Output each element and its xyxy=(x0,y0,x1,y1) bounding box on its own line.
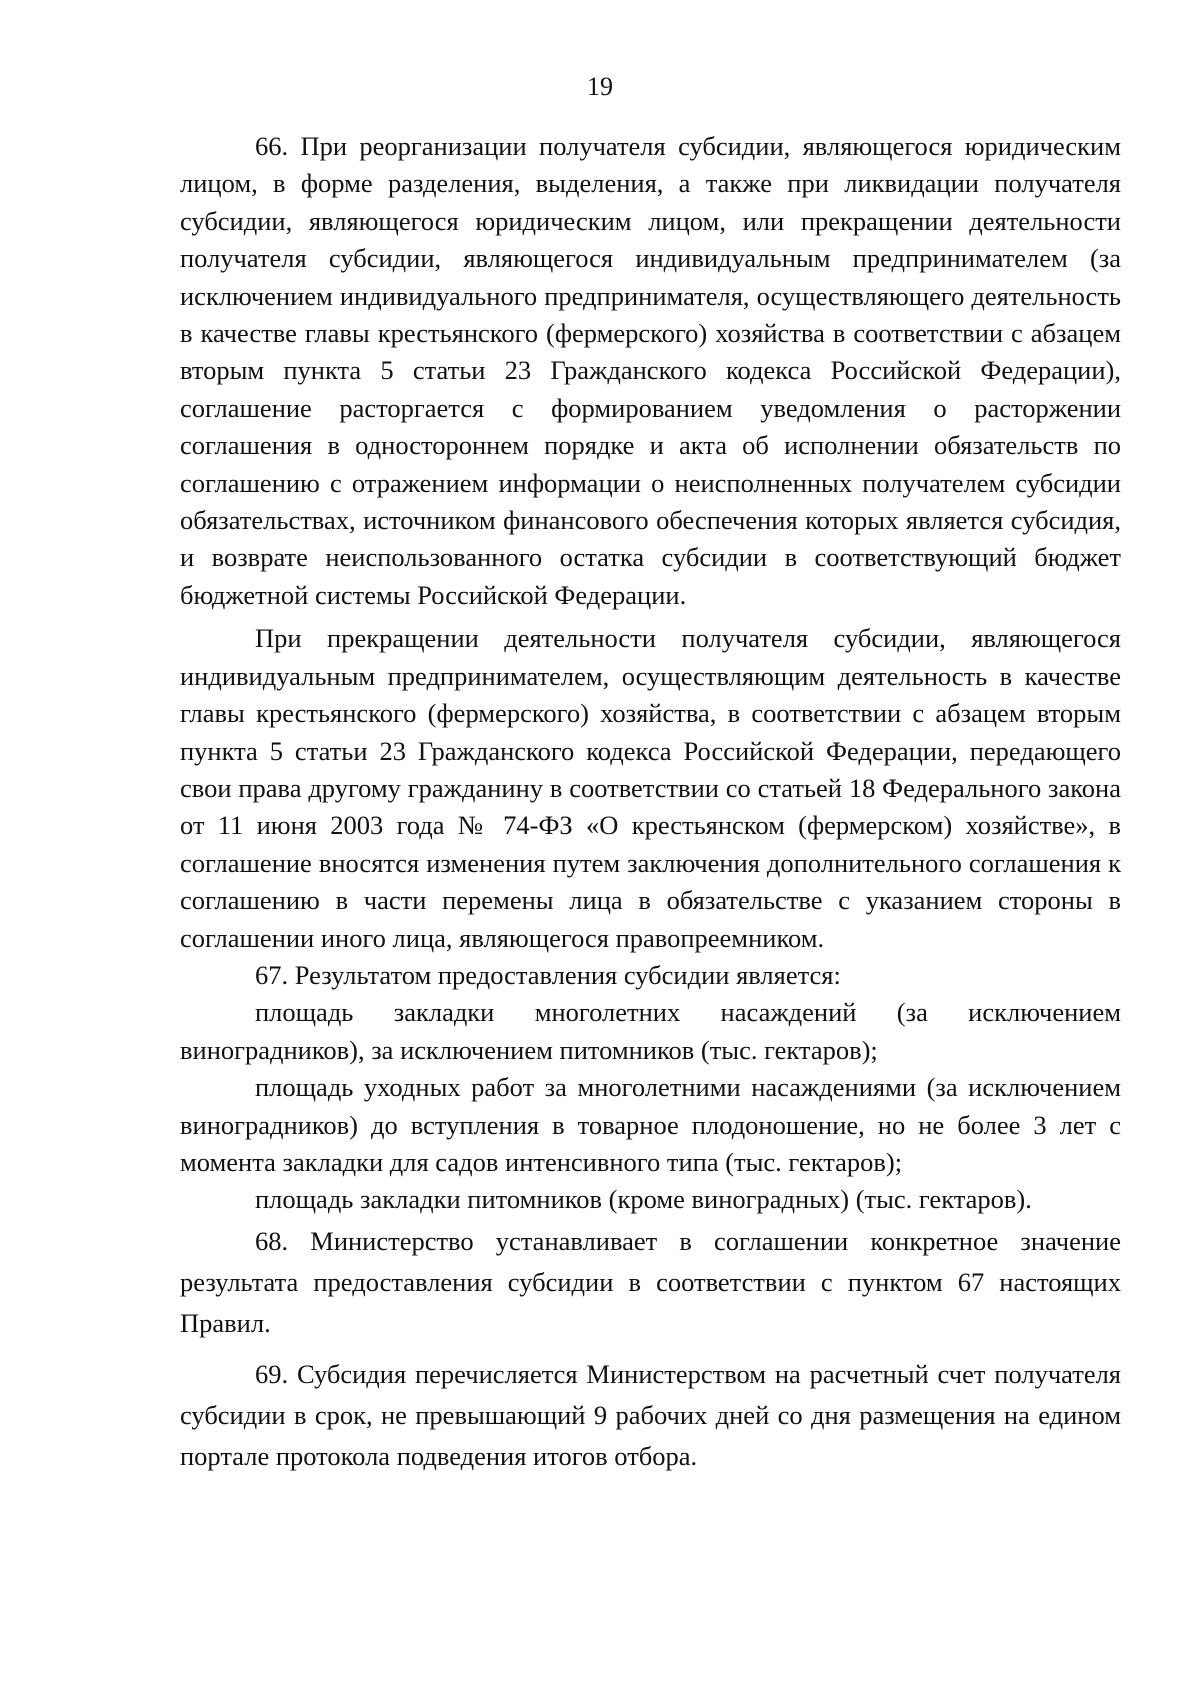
document-body xyxy=(180,128,1121,1477)
paragraph-66-continuation: При прекращении деятельности получателя субсидии, являющегося индивидуальным предпринимателем, осуществляющим деятельность в качестве главы крестьянского (фермерского) хозяйства, в соответствии с абзацем вторым пункта 5 статьи 23 Гражданского кодекса Российской Федерации, передающего свои права другому гражданину в соответствии со статьей 18 Федерального закона от 11 июня 2003 года № 74-ФЗ «О крестьянском (фермерском) хозяйстве», в соглашение вносятся изменения путем заключения дополнительного соглашения к соглашению в части перемены лица в обязательстве с указанием стороны в соглашении иного лица, являющегося правопреемником. xyxy=(180,623,1121,953)
paragraph-66: 66. При реорганизации получателя субсидии, являющегося юридическим лицом, в форме разделения, выделения, а также при ликвидации получателя субсидии, являющегося юридическим лицом, или прекращении деятельности получателя субсидии, являющегося индивидуальным предпринимателем (за исключением индивидуального предпринимателя, осуществляющего деятельность в качестве главы крестьянского (фермерского) хозяйства в соответствии с абзацем вторым пункта 5 статьи 23 Гражданского кодекса Российской Федерации), соглашение расторгается с формированием уведомления о расторжении соглашения в одностороннем порядке и акта об исполнении обязательств по соглашению с отражением информации о неисполненных получателем субсидии обязательствах, источником финансового обеспечения которых является субсидия, и возврате неиспользованного остатка субсидии в соответствующий бюджет бюджетной системы Российской Федерации. xyxy=(180,131,1121,610)
paragraph-68: 68. Министерство устанавливает в соглашении конкретное значение результата предоставления субсидии в соответствии с пунктом 67 настоящих Правил. xyxy=(180,1225,1121,1338)
result-item-planting-area: площадь закладки многолетних насаждений (за исключением виноградников), за исключением питомников (тыс. гектаров); xyxy=(180,997,1121,1065)
paragraph-67: 67. Результатом предоставления субсидии является: xyxy=(255,959,841,990)
page-number: 19 xyxy=(587,72,613,101)
paragraph-69: 69. Субсидия перечисляется Министерством на расчетный счет получателя субсидии в срок, не превышающий 9 рабочих дней со дня размещения на едином портале протокола подведения итогов отбора. xyxy=(180,1358,1121,1471)
result-item-nursery-area: площадь закладки питомников (кроме виноградных) (тыс. гектаров). xyxy=(255,1184,1032,1215)
result-item-care-area: площадь уходных работ за многолетними насаждениями (за исключением виноградников) до вступления в товарное плодоношение, но не более 3 лет с момента закладки для садов интенсивного типа (тыс. гектаров); xyxy=(180,1072,1121,1177)
